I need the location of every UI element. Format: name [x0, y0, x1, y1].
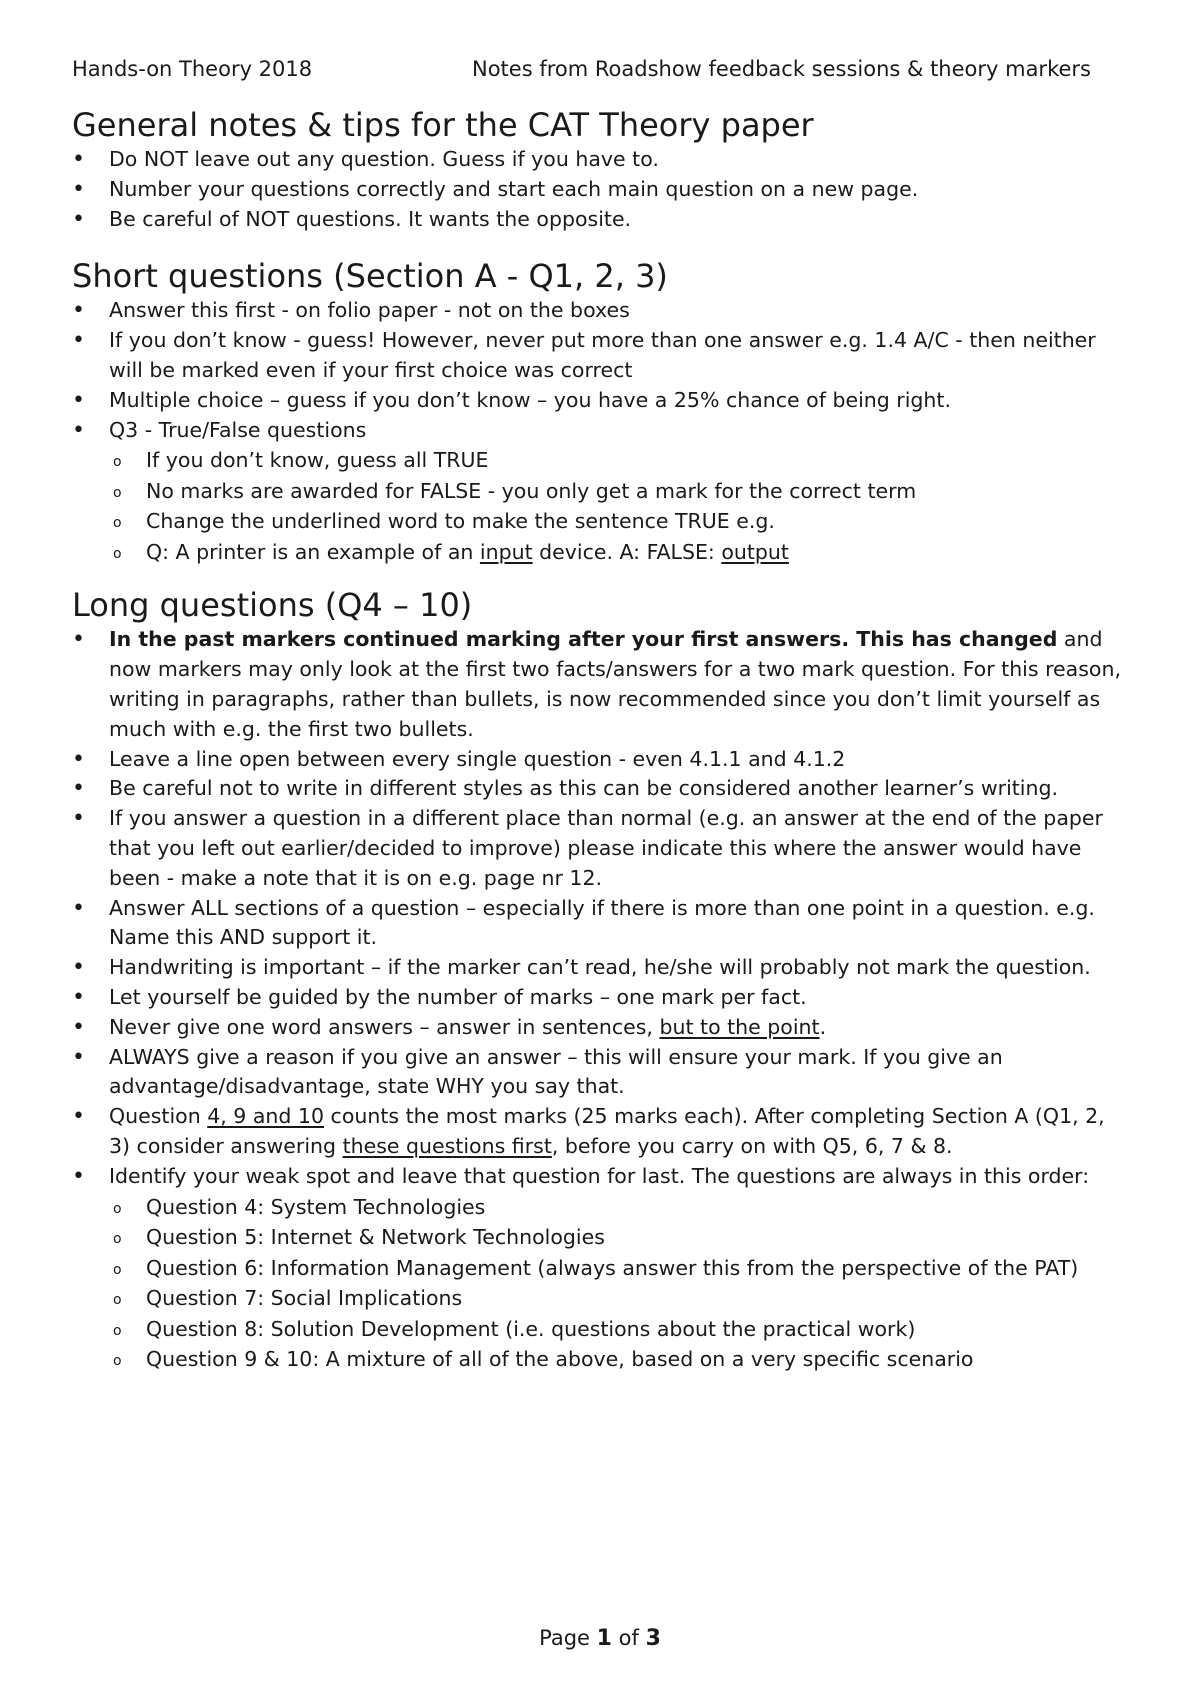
list-item: • Be careful of NOT questions. It wants the opposite.	[72, 205, 1132, 235]
page-number: 1	[596, 1626, 612, 1651]
short-section	[72, 256, 1132, 567]
short-list	[72, 296, 1132, 567]
list-item: • If you answer a question in a different place than normal (e.g. an answer at the end of the paper that you left out earlier/decided to improve) please indicate this where the answer would have been - make a note that it is on e.g. page nr 12.	[72, 804, 1132, 893]
header-left: Hands-on Theory 2018	[72, 57, 313, 81]
example-middle: device. A: FALSE:	[532, 539, 722, 564]
page-label: Page	[539, 1626, 590, 1650]
sub-list-item	[109, 537, 1132, 568]
list-item: • Be careful not to write in different styles as this can be considered another learner’s writing.	[72, 774, 1132, 804]
item-text: Never give one word answers – answer in sentences,	[109, 1014, 660, 1039]
underlined-text: but to the point	[659, 1014, 820, 1039]
general-title: General notes & tips for the CAT Theory paper	[72, 106, 814, 144]
question-order-list	[109, 1192, 1132, 1375]
sub-list-item: o Question 6: Information Management (always answer this from the perspective of the PAT)	[109, 1253, 1132, 1284]
item-text: counts the most marks (25 marks each). After completing Section A (Q1, 2, 3) consider answering	[109, 1104, 1105, 1158]
long-section	[72, 585, 1132, 1374]
list-item: • Answer ALL sections of a question – especially if there is more than one point in a question. e.g. Name this AND support it.	[72, 894, 1132, 954]
sub-list-item: o Question 7: Social Implications	[109, 1283, 1132, 1314]
example-answer: output	[721, 539, 789, 564]
item-text: .	[819, 1014, 827, 1039]
short-title: Short questions (Section A - Q1, 2, 3)	[72, 257, 668, 296]
general-section	[72, 105, 1132, 234]
long-list	[72, 625, 1132, 1374]
list-item	[72, 1013, 1132, 1043]
list-item	[72, 416, 1132, 568]
list-item: • Do NOT leave out any question. Guess if you have to.	[72, 145, 1132, 175]
list-item: • Number your questions correctly and start each main question on a new page.	[72, 175, 1132, 205]
sub-list-item: o Change the underlined word to make the sentence TRUE e.g.	[109, 506, 1132, 537]
list-item: • ALWAYS give a reason if you give an answer – this will ensure your mark. If you give an advantage/disadvantage, state WHY you say that.	[72, 1043, 1132, 1103]
sub-list-item: o Question 4: System Technologies	[109, 1192, 1132, 1223]
sub-list-item: o If you don’t know, guess all TRUE	[109, 445, 1132, 476]
list-item	[72, 1102, 1132, 1162]
list-item: • Multiple choice – guess if you don’t know – you have a 25% chance of being right.	[72, 386, 1132, 416]
item-text: , before you carry on with Q5, 6, 7 & 8.	[551, 1133, 953, 1158]
list-item: • Answer this first - on folio paper - not on the boxes	[72, 296, 1132, 326]
q3-sublist	[109, 445, 1132, 567]
of-label: of	[618, 1626, 639, 1650]
underlined-text: 4, 9 and 10	[207, 1104, 325, 1129]
list-item: • Leave a line open between every single question - even 4.1.1 and 4.1.2	[72, 745, 1132, 775]
example-underlined-word: input	[479, 539, 533, 564]
general-list	[72, 145, 1132, 234]
sub-list-item: o No marks are awarded for FALSE - you only get a mark for the correct term	[109, 476, 1132, 507]
sub-list-item: o Question 9 & 10: A mixture of all of the above, based on a very specific scenario	[109, 1344, 1132, 1375]
example-prefix: Q: A printer is an example of an	[146, 539, 480, 564]
item-text: Identify your weak spot and leave that question for last. The questions are always in this order:	[109, 1163, 1090, 1188]
underlined-text: these questions first	[342, 1133, 552, 1158]
total-pages: 3	[645, 1626, 661, 1651]
item-text: Question	[109, 1104, 208, 1129]
long-title: Long questions (Q4 – 10)	[72, 586, 473, 625]
page-content	[72, 105, 1132, 1375]
list-item: • If you don’t know - guess! However, never put more than one answer e.g. 1.4 A/C - then neither will be marked even if your first choice was correct	[72, 326, 1132, 386]
page-footer	[0, 1626, 1200, 1651]
q3-label: Q3 - True/False questions	[109, 417, 367, 442]
sub-list-item: o Question 8: Solution Development (i.e. questions about the practical work)	[109, 1314, 1132, 1345]
sub-list-item: o Question 5: Internet & Network Technologies	[109, 1222, 1132, 1253]
item-text: and now markers may only look at the first two facts/answers for a two mark question. For this reason, writing in paragraphs, rather than bullets, is now recommended since you don’t limit yourself as much with e.g. the first two bullets.	[109, 627, 1121, 741]
list-item	[72, 625, 1132, 744]
bold-text: In the past markers continued marking after your first answers. This has changed	[109, 627, 1058, 652]
list-item: • Let yourself be guided by the number of marks – one mark per fact.	[72, 983, 1132, 1013]
header-right: Notes from Roadshow feedback sessions & theory markers	[472, 57, 1091, 81]
list-item: • Handwriting is important – if the marker can’t read, he/she will probably not mark the question.	[72, 953, 1132, 983]
list-item	[72, 1162, 1132, 1375]
